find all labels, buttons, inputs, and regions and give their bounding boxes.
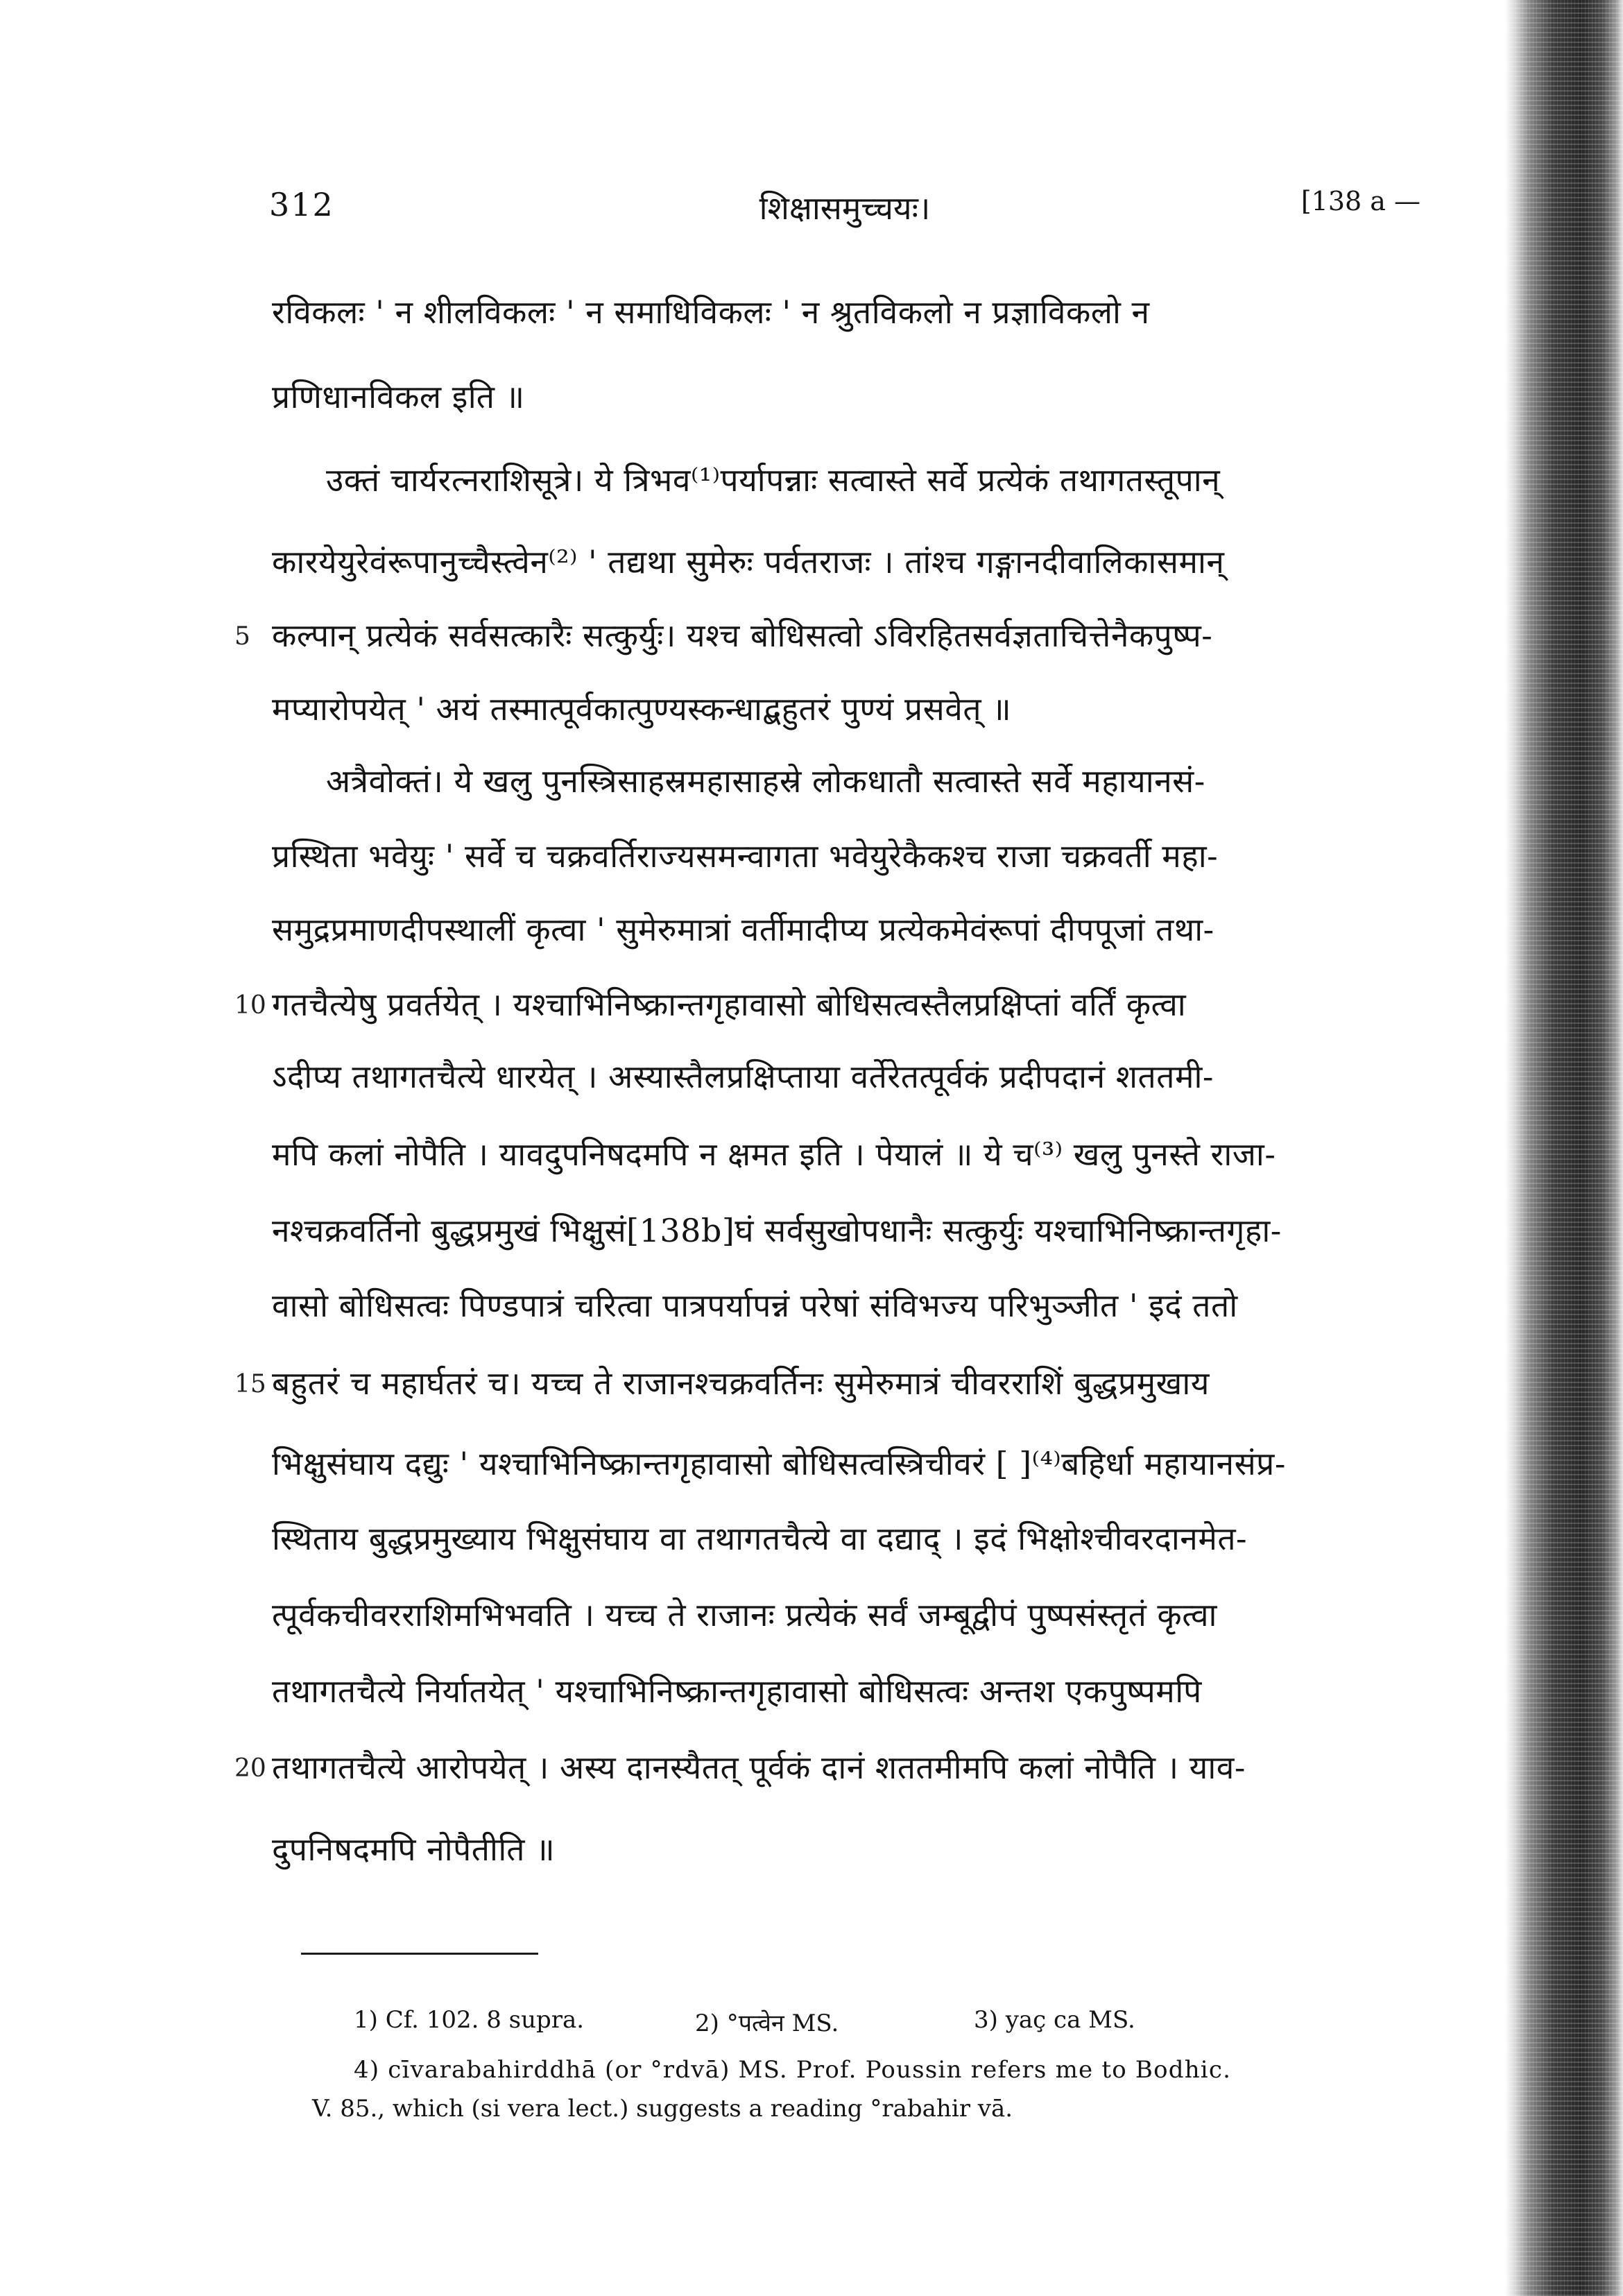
text-line: उक्तं चार्यरत्नराशिसूत्रे। ये त्रिभव⁽¹⁾पर्यापन्नाः सत्वास्ते सर्वे प्रत्येकं तथागतस्तूपान् — [326, 461, 1221, 499]
text-line: अत्रैवोक्तं। ये खलु पुनस्त्रिसाहस्रमहासाहस्रे लोकधातौ सत्वास्ते सर्वे महायानसं- — [326, 762, 1205, 800]
text-line: नश्चक्रवर्तिनो बुद्धप्रमुखं भिक्षुसं[138b]घं सर्वसुखोपधानैः सत्कुर्युः यश्चाभिनिष्क्रान्तगृहा- — [272, 1212, 1282, 1249]
footnote-divider — [301, 1953, 538, 1955]
text-line: मप्यारोपयेत् ' अयं तस्मात्पूर्वकात्पुण्यस्कन्धाद्बहुतरं पुण्यं प्रसवेत् ॥ — [272, 690, 1012, 728]
text-line: रविकलः ' न शीलविकलः ' न समाधिविकलः ' न श्रुतविकलो न प्रज्ञाविकलो न — [272, 293, 1150, 331]
text-line: तथागतचैत्ये आरोपयेत् । अस्य दानस्यैतत् पूर्वकं दानं शततमीमपि कलां नोपैति । याव- — [272, 1749, 1246, 1786]
page-number: 312 — [269, 186, 334, 223]
footnote-2: 2) °पत्वेन MS. — [695, 2010, 839, 2037]
text-line: प्रस्थिता भवेयुः ' सर्वे च चक्रवर्तिराज्यसमन्वागता भवेयुरेकैकश्च राजा चक्रवर्ती महा- — [272, 837, 1219, 875]
text-line: वासो बोधिसत्वः पिण्डपात्रं चरित्वा पात्रपर्यापन्नं परेषां संविभज्य परिभुञ्जीत ' इदं ततो — [272, 1287, 1238, 1324]
text-line: ऽदीप्य तथागतचैत्ये धारयेत् । अस्यास्तैलप्रक्षिप्ताया वर्तेरेतत्पूर्वकं प्रदीपदानं शततमी- — [272, 1058, 1214, 1095]
page-header — [269, 186, 1420, 234]
text-line: भिक्षुसंघाय दद्युः ' यश्चाभिनिष्क्रान्तगृहावासो बोधिसत्वस्त्रिचीवरं [ ]⁽⁴⁾बहिर्धा महायानसंप्र- — [272, 1445, 1286, 1482]
text-line: कल्पान् प्रत्येकं सर्वसत्कारैः सत्कुर्युः। यश्च बोधिसत्वो ऽविरहितसर्वज्ञताचित्तेनैकपुष्प- — [272, 617, 1213, 654]
running-title: शिक्षासमुच्चयः। — [759, 189, 931, 227]
line-number: 20 — [234, 1754, 266, 1783]
text-line: मपि कलां नोपैति । यावदुपनिषदमपि न क्षमत इति । पेयालं ॥ ये च⁽³⁾ खलु पुनस्ते राजा- — [272, 1136, 1276, 1173]
text-line: तथागतचैत्ये निर्यातयेत् ' यश्चाभिनिष्क्रान्तगृहावासो बोधिसत्वः अन्तश एकपुष्पमपि — [272, 1672, 1202, 1710]
line-number: 15 — [234, 1370, 266, 1398]
footnote-3: 3) yaç ca MS. — [974, 2006, 1135, 2034]
text-line: स्थिताय बुद्धप्रमुख्याय भिक्षुसंघाय वा तथागतचैत्ये वा दद्याद् । इदं भिक्षोश्चीवरदानमेत- — [272, 1520, 1248, 1557]
footnote-1: 1) Cf. 102. 8 supra. — [354, 2006, 585, 2034]
line-number: 10 — [234, 991, 266, 1020]
text-line: गतचैत्येषु प्रवर्तयेत् । यश्चाभिनिष्क्रान्तगृहावासो बोधिसत्वस्तैलप्रक्षिप्तां वर्तिं कृत्वा — [272, 986, 1187, 1023]
text-line: बहुतरं च महार्घतरं च। यच्च ते राजानश्चक्रवर्तिनः सुमेरुमात्रं चीवरराशिं बुद्धप्रमुखाय — [272, 1364, 1210, 1402]
text-line: दुपनिषदमपि नोपैतीति ॥ — [272, 1831, 556, 1868]
text-line: कारयेयुरेवंरूपानुच्चैस्त्वेन⁽²⁾ ' तद्यथा सुमेरुः पर्वतराजः । तांश्च गङ्गानदीवालिकासमान् — [272, 543, 1225, 581]
text-line: त्पूर्वकचीवरराशिमभिभवति । यच्च ते राजानः प्रत्येकं सर्वं जम्बूद्वीपं पुष्पसंस्तृतं कृत्वा — [272, 1596, 1217, 1634]
line-number: 5 — [234, 622, 250, 651]
folio-reference: [138 a — — [1300, 186, 1420, 216]
footnote-4-line-1: 4) cīvarabahirddhā (or °rdvā) MS. Prof. Poussin refers me to Bodhic. — [354, 2056, 1232, 2084]
book-binding-edge — [1505, 0, 1623, 2296]
text-line: समुद्रप्रमाणदीपस्थालीं कृत्वा ' सुमेरुमात्रां वर्तीमादीप्य प्रत्येकमेवंरूपां दीपपूजां तथा- — [272, 911, 1214, 948]
text-line: प्रणिधानविकल इति ॥ — [272, 378, 525, 415]
footnote-4-line-2: V. 85., which (si vera lect.) suggests a reading °rabahir vā. — [312, 2095, 1013, 2123]
